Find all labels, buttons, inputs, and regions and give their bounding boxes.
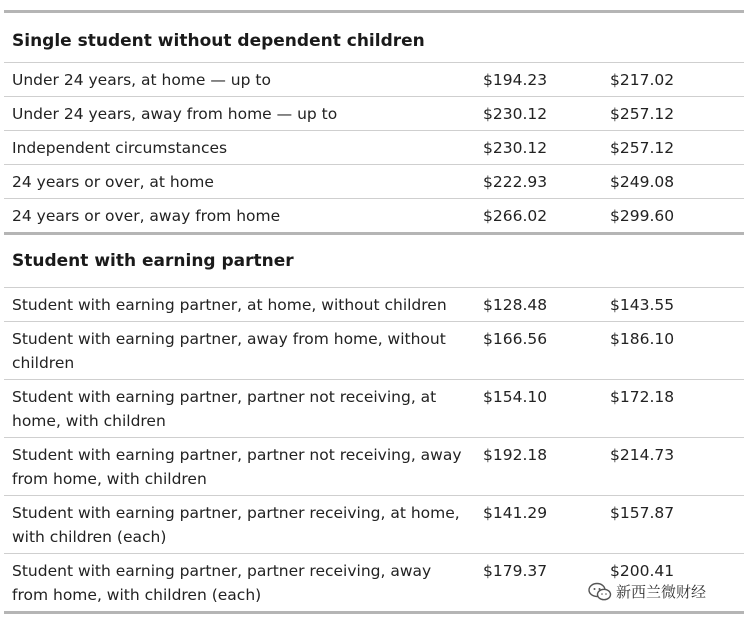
row-value-2: $172.18 bbox=[610, 388, 675, 406]
row-value-1: $230.12 bbox=[483, 139, 548, 157]
table-bottom-rule bbox=[4, 611, 744, 614]
table-row bbox=[4, 437, 744, 495]
row-value-1: $230.12 bbox=[483, 105, 548, 123]
watermark-text: 新西兰微财经 bbox=[616, 583, 707, 601]
row-value-2: $217.02 bbox=[610, 71, 675, 89]
row-value-2: $257.12 bbox=[610, 105, 675, 123]
row-value-1: $154.10 bbox=[483, 388, 548, 406]
allowance-rates-table bbox=[4, 10, 744, 614]
row-value-1: $192.18 bbox=[483, 446, 548, 464]
table-row bbox=[4, 130, 744, 164]
row-value-1: $194.23 bbox=[483, 71, 548, 89]
table-row bbox=[4, 321, 744, 379]
table-row bbox=[4, 96, 744, 130]
row-value-1: $128.48 bbox=[483, 296, 548, 314]
row-value-2: $186.10 bbox=[610, 330, 675, 348]
row-label: Student with earning partner, partner receiving, at home, with children (each) bbox=[12, 504, 460, 546]
row-value-1: $166.56 bbox=[483, 330, 548, 348]
row-value-1: $141.29 bbox=[483, 504, 548, 522]
row-value-2: $143.55 bbox=[610, 296, 675, 314]
wechat-icon bbox=[588, 582, 612, 602]
row-label: 24 years or over, away from home bbox=[12, 207, 281, 225]
row-value-2: $257.12 bbox=[610, 139, 675, 157]
row-value-2: $299.60 bbox=[610, 207, 675, 225]
section-title: Single student without dependent children bbox=[12, 31, 425, 51]
table-row bbox=[4, 198, 744, 232]
row-value-2: $214.73 bbox=[610, 446, 675, 464]
row-label: 24 years or over, at home bbox=[12, 173, 214, 191]
table-row bbox=[4, 62, 744, 96]
row-value-2: $249.08 bbox=[610, 173, 675, 191]
row-label: Under 24 years, at home — up to bbox=[12, 71, 271, 89]
section-title: Student with earning partner bbox=[12, 251, 294, 271]
row-label: Under 24 years, away from home — up to bbox=[12, 105, 338, 123]
table-row bbox=[4, 495, 744, 553]
watermark bbox=[588, 581, 706, 602]
section-heading-single-student bbox=[4, 10, 744, 62]
table-row bbox=[4, 287, 744, 321]
row-value-1: $222.93 bbox=[483, 173, 548, 191]
table-row bbox=[4, 164, 744, 198]
row-label: Student with earning partner, partner not receiving, away from home, with children bbox=[12, 446, 462, 488]
row-label: Independent circumstances bbox=[12, 139, 228, 157]
row-label: Student with earning partner, at home, without children bbox=[12, 296, 447, 314]
row-label: Student with earning partner, partner not receiving, at home, with children bbox=[12, 388, 437, 430]
row-value-2: $157.87 bbox=[610, 504, 675, 522]
row-value-1: $266.02 bbox=[483, 207, 548, 225]
row-label: Student with earning partner, away from home, without children bbox=[12, 330, 446, 372]
table-row bbox=[4, 379, 744, 437]
row-value-2: $200.41 bbox=[610, 562, 675, 580]
row-label: Student with earning partner, partner receiving, away from home, with children (each) bbox=[12, 562, 432, 604]
section-heading-earning-partner bbox=[4, 232, 744, 287]
row-value-1: $179.37 bbox=[483, 562, 548, 580]
